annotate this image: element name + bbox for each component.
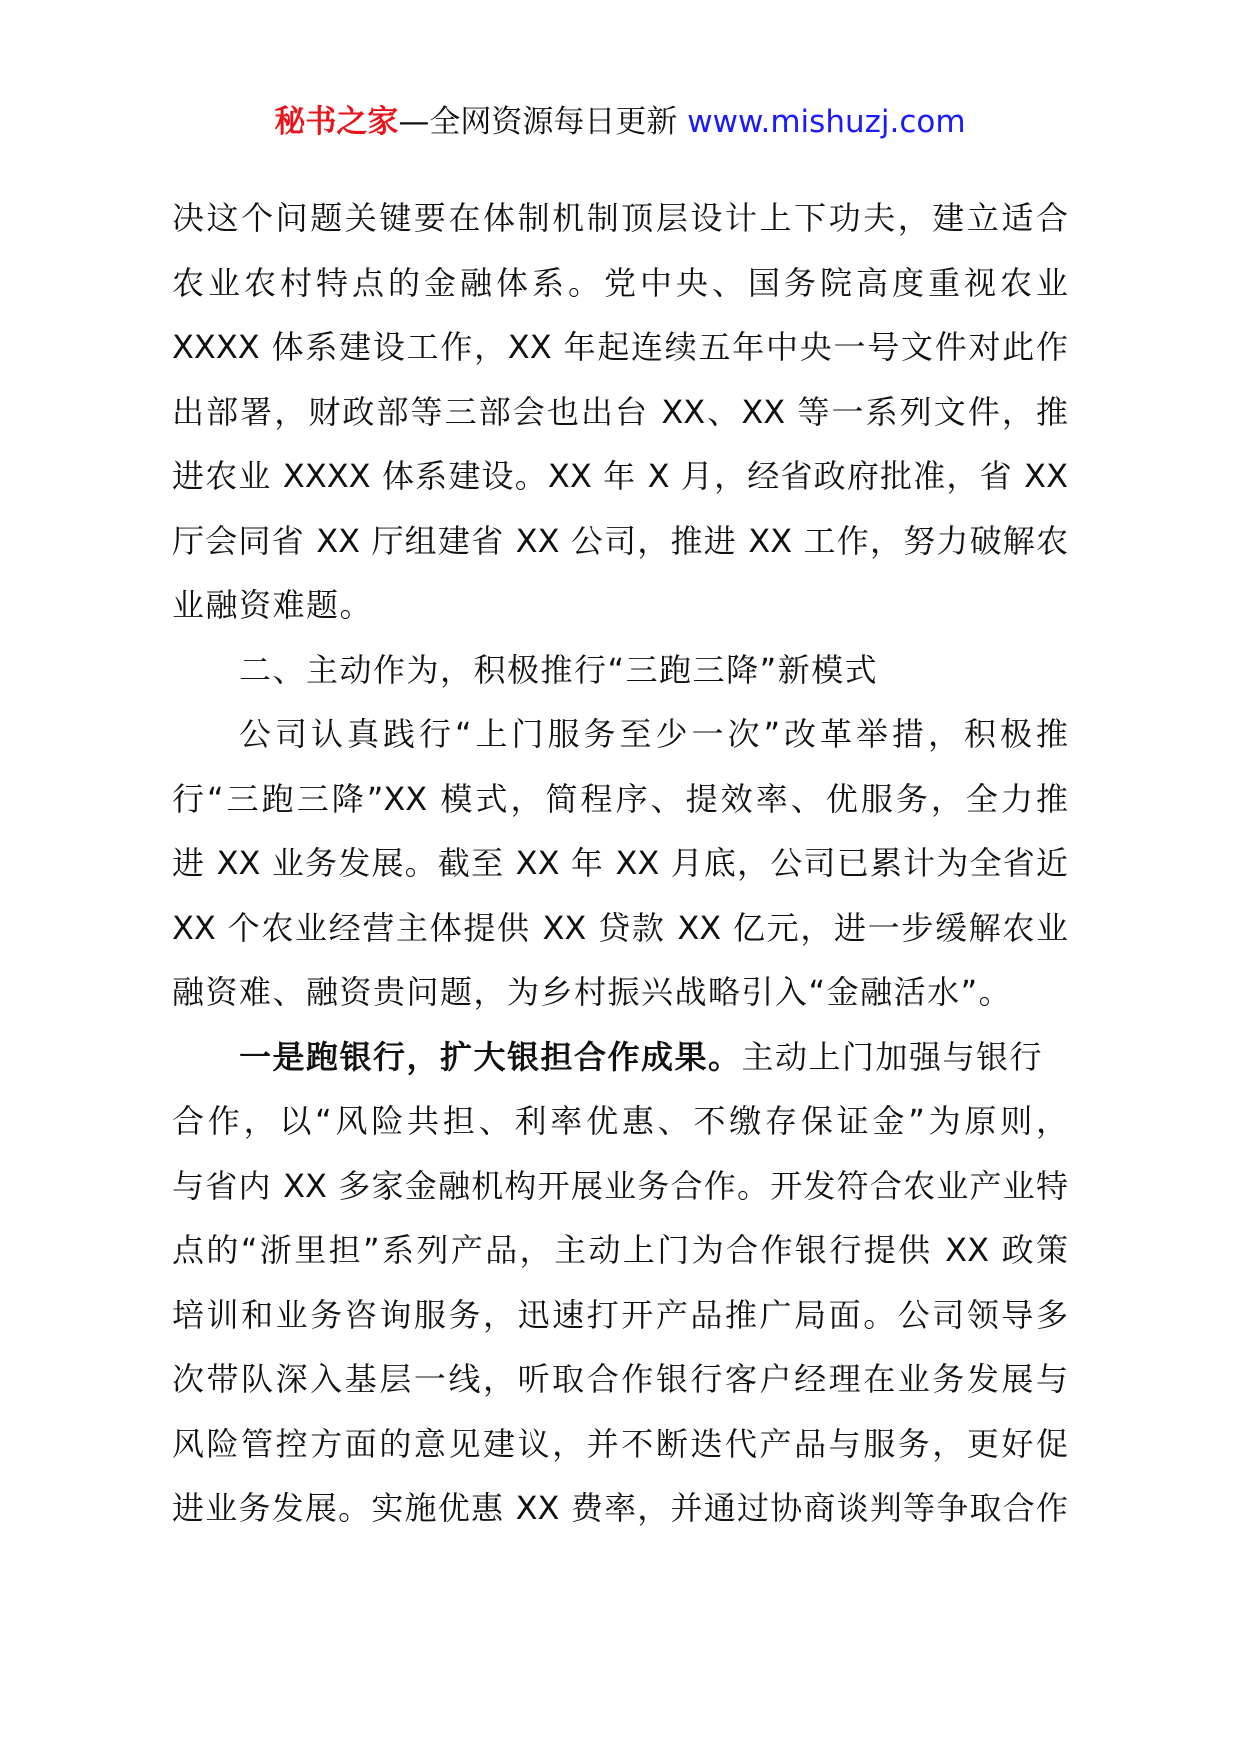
text-line: 业融资难题。 [172,586,374,624]
text-line: 出部署，财政部等三部会也出台 XX、XX 等一系列文件，推 [172,392,1068,431]
text-line: 厅会同省 XX 厅组建省 XX 公司，推进 XX 工作，努力破解农 [172,521,1068,560]
text-line: 公司认真践行“上门服务至少一次”改革举措，积极推 [239,715,1068,753]
text-line: 次带队深入基层一线，听取合作银行客户经理在业务发展与 [172,1360,1068,1398]
text-line: 培训和业务咨询服务，迅速打开产品推广局面。公司领导多 [172,1295,1068,1334]
text-line: 进业务发展。实施优惠 XX 费率，并通过协商谈判等争取合作 [172,1489,1068,1527]
text-line: XXXX 体系建设工作，XX 年起连续五年中央一号文件对此作 [172,328,1068,366]
text-line: 进农业 XXXX 体系建设。XX 年 X 月，经省政府批准，省 XX [172,457,1068,495]
text-line: 风险管控方面的意见建议，并不断迭代产品与服务，更好促 [172,1424,1068,1463]
page-header [0,102,1240,142]
text-line: 行“三跑三降”XX 模式，简程序、提效率、优服务，全力推 [172,779,1068,818]
text-line: 点的“浙里担”系列产品，主动上门为合作银行提供 XX 政策 [172,1231,1068,1269]
header-tagline: —全网资源每日更新 [398,104,678,140]
text-line: 融资难、融资贵问题，为乡村振兴战略引入“金融活水”。 [172,973,1013,1011]
bold-lead-phrase: 一是跑银行，扩大银担合作成果。 [239,1037,742,1076]
document-body [172,186,1068,1541]
text-line: XX 个农业经营主体提供 XX 贷款 XX 亿元，进一步缓解农业 [172,908,1068,947]
text-line: 进 XX 业务发展。截至 XX 年 XX 月底，公司已累计为全省近 [172,844,1068,882]
lead-continuation: 主动上门加强与银行 [741,1037,1044,1076]
text-line: 合作，以“风险共担、利率优惠、不缴存保证金”为原则， [172,1102,1068,1140]
text-line: 决这个问题关键要在体制机制顶层设计上下功夫，建立适合 [172,199,1068,237]
brand-name: 秘书之家 [274,104,399,140]
text-line: 农业农村特点的金融体系。党中央、国务院高度重视农业 [172,263,1068,302]
text-line [172,1025,1068,1090]
header-url-link[interactable]: www.mishuzj.com [687,104,966,140]
section-heading: 二、主动作为，积极推行“三跑三降”新模式 [239,650,879,689]
text-line: 与省内 XX 多家金融机构开展业务合作。开发符合农业产业特 [172,1166,1068,1205]
